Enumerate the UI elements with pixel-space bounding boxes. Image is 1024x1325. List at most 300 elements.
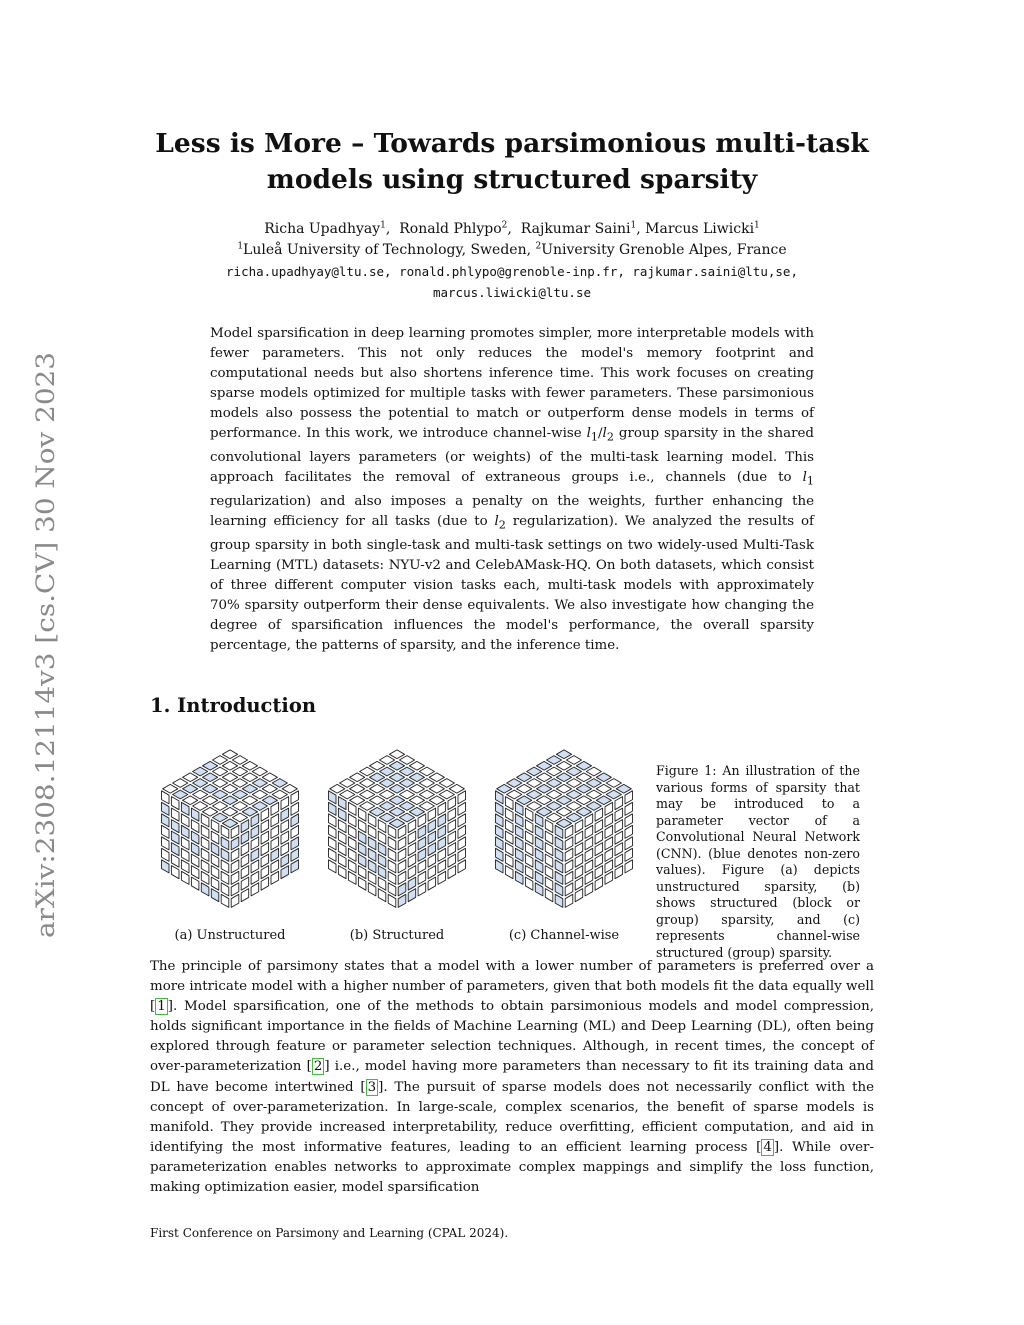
parameter-cell-top	[586, 767, 601, 776]
parameter-cell-top	[350, 773, 365, 782]
parameter-cell-side	[585, 871, 593, 884]
parameter-cell-top	[566, 813, 581, 822]
parameter-cell-top	[616, 784, 631, 793]
parameter-cell-front	[181, 837, 189, 850]
parameter-cell-side	[458, 802, 466, 815]
parameter-cell-front	[211, 889, 219, 902]
parameter-cell-front	[211, 843, 219, 856]
parameter-cell-top	[272, 790, 287, 799]
parameter-cell-front	[358, 820, 366, 833]
parameter-cell-top	[222, 807, 237, 816]
parameter-cell-front	[329, 802, 337, 815]
parameter-cell-side	[565, 825, 573, 838]
parameter-cell-side	[231, 894, 239, 907]
parameter-cell-side	[458, 837, 466, 850]
parameter-cell-top	[222, 750, 237, 759]
parameter-cell-top	[399, 813, 414, 822]
parameter-cell-front	[329, 814, 337, 827]
parameter-cell-side	[448, 797, 456, 810]
parameter-cell-top	[242, 796, 257, 805]
parameter-cell-side	[261, 843, 269, 856]
parameter-cell-front	[211, 854, 219, 867]
parameter-cell-side	[428, 843, 436, 856]
parameter-cell-side	[575, 831, 583, 844]
parameter-cell-top	[449, 784, 464, 793]
parameter-cell-top	[252, 767, 267, 776]
parameter-cell-top	[419, 790, 434, 799]
parameter-cell-side	[261, 820, 269, 833]
parameter-cell-top	[537, 761, 552, 770]
parameter-cell-front	[162, 802, 170, 815]
figure-1-caption: Figure 1: An illustration of the various forms of sparsity that may be introduced to a parameter vector of a Convolutional Neural Network (CNN). (blue denotes non-zero values). Figure (a) depicts unstructured sparsity, (b) shows structured (block or group) sparsity, and (c) represents channel-wise structured (group) sparsity.	[656, 763, 860, 960]
parameter-cell-side	[418, 883, 426, 896]
parameter-cell-side	[585, 860, 593, 873]
parameter-cell-top	[409, 773, 424, 782]
author-3: Rajkumar Saini	[520, 221, 631, 237]
parameter-cell-front	[338, 843, 346, 856]
parameter-cell-front	[181, 802, 189, 815]
parameter-cell-side	[261, 831, 269, 844]
body-text-segment: ]. Model sparsification, one of the methods to obtain parsimonious models and model compression, holds significant importance in the fields of Machine Learning (ML) and Deep Learning (DL), often being explored through feature or parameter selection techniques. Although, in recent times, the concept of over-parameterization [	[150, 999, 874, 1075]
parameter-cell-top	[537, 807, 552, 816]
parameter-cell-front	[211, 866, 219, 879]
parameter-cell-side	[418, 825, 426, 838]
author-block	[150, 219, 874, 303]
parameter-cell-top	[282, 784, 297, 793]
parameter-cell-front	[162, 791, 170, 804]
parameter-cell-side	[291, 825, 299, 838]
parameter-cell-top	[213, 790, 228, 799]
parameter-cell-side	[615, 808, 623, 821]
parameter-cell-top	[566, 790, 581, 799]
parameter-cell-top	[566, 779, 581, 788]
parameter-cell-side	[398, 871, 406, 884]
parameter-cell-top	[547, 767, 562, 776]
parameter-cell-front	[338, 866, 346, 879]
parameter-cell-front	[555, 848, 563, 861]
parameter-cell-front	[505, 831, 513, 844]
subcaption-channel-wise: (c) Channel-wise	[508, 928, 620, 943]
parameter-cell-side	[585, 848, 593, 861]
parameter-cell-front	[171, 843, 179, 856]
parameter-cell-front	[329, 791, 337, 804]
parameter-cell-front	[221, 848, 229, 861]
parameter-cell-side	[241, 831, 249, 844]
parameter-cell-side	[261, 866, 269, 879]
parameter-cell-side	[575, 820, 583, 833]
parameter-cell-top	[350, 784, 365, 793]
parameter-cell-front	[496, 802, 504, 815]
parameter-cell-top	[547, 802, 562, 811]
parameter-cell-side	[291, 814, 299, 827]
parameter-cell-side	[261, 808, 269, 821]
parameter-cell-top	[547, 756, 562, 765]
parameter-cell-top	[203, 773, 218, 782]
parameter-cell-top	[222, 784, 237, 793]
parameter-cell-side	[565, 871, 573, 884]
parameter-cell-front	[348, 848, 356, 861]
author-emails-2[interactable]: marcus.liwicki@ltu.se	[432, 285, 592, 300]
parameter-cell-top	[517, 773, 532, 782]
parameter-cell-side	[398, 894, 406, 907]
parameter-cell-front	[211, 820, 219, 833]
parameter-cell-top	[389, 761, 404, 770]
parameter-cell-top	[556, 784, 571, 793]
parameter-cell-top	[527, 779, 542, 788]
parameter-cell-top	[183, 796, 198, 805]
parameter-cell-side	[585, 825, 593, 838]
parameter-cell-top	[566, 767, 581, 776]
parameter-cell-top	[380, 756, 395, 765]
parameter-cell-front	[358, 808, 366, 821]
parameter-cell-side	[408, 877, 416, 890]
parameter-cell-side	[458, 814, 466, 827]
parameter-cell-top	[389, 796, 404, 805]
parameter-cell-side	[595, 877, 603, 890]
parameter-cell-top	[596, 773, 611, 782]
parameter-cell-side	[448, 808, 456, 821]
parameter-cell-side	[595, 820, 603, 833]
parameter-cell-side	[271, 860, 279, 873]
parameter-cell-front	[545, 854, 553, 867]
parameter-cell-top	[380, 790, 395, 799]
parameter-cell-top	[232, 767, 247, 776]
parameter-cell-front	[545, 820, 553, 833]
parameter-cell-top	[429, 773, 444, 782]
parameter-cell-side	[261, 877, 269, 890]
parameter-cell-front	[545, 889, 553, 902]
parameter-cell-top	[222, 796, 237, 805]
parameter-cell-top	[586, 779, 601, 788]
parameter-cell-top	[193, 767, 208, 776]
parameter-cell-side	[448, 831, 456, 844]
author-names: Richa Upadhyay$^1$, Ronald Phlypo$^2$, Rajkumar Saini$^1$, Marcus Liwicki$^1$	[264, 220, 760, 237]
parameter-cell-side	[625, 825, 633, 838]
parameter-cell-side	[615, 820, 623, 833]
parameter-cell-side	[271, 814, 279, 827]
parameter-cell-front	[171, 866, 179, 879]
parameter-cell-front	[368, 860, 376, 873]
parameter-cell-front	[171, 831, 179, 844]
parameter-cell-top	[203, 807, 218, 816]
parameter-cell-side	[271, 848, 279, 861]
parameter-cell-side	[428, 866, 436, 879]
parameter-cell-side	[595, 831, 603, 844]
parameter-cell-side	[595, 843, 603, 856]
parameter-cell-top	[370, 807, 385, 816]
parameter-cell-top	[517, 796, 532, 805]
parameter-cell-side	[291, 860, 299, 873]
parameter-cell-top	[213, 779, 228, 788]
parameter-cell-front	[221, 860, 229, 873]
parameter-cell-side	[458, 825, 466, 838]
parameter-cell-side	[231, 871, 239, 884]
author-4: Marcus Liwicki	[645, 221, 755, 237]
parameter-cell-side	[438, 871, 446, 884]
parameter-cell-front	[201, 837, 209, 850]
parameter-cell-front	[329, 848, 337, 861]
parameter-cell-top	[389, 784, 404, 793]
parameter-cell-front	[358, 843, 366, 856]
parameter-cell-side	[625, 848, 633, 861]
parameter-cell-side	[241, 889, 249, 902]
parameter-cell-front	[525, 843, 533, 856]
parameter-cell-top	[419, 767, 434, 776]
parameter-cell-front	[378, 877, 386, 890]
parameter-cell-front	[535, 814, 543, 827]
parameter-cell-top	[252, 779, 267, 788]
parameter-cell-side	[241, 866, 249, 879]
parameter-cell-front	[181, 825, 189, 838]
parameter-cell-side	[418, 837, 426, 850]
parameter-cell-top	[213, 767, 228, 776]
parameter-cell-front	[515, 814, 523, 827]
parameter-cell-side	[565, 848, 573, 861]
parameter-cell-front	[162, 837, 170, 850]
parameter-cell-top	[370, 773, 385, 782]
parameter-cell-front	[515, 825, 523, 838]
parameter-cell-top	[556, 773, 571, 782]
parameter-cell-front	[162, 848, 170, 861]
parameter-cell-top	[232, 802, 247, 811]
parameter-cell-top	[537, 796, 552, 805]
parameter-cell-side	[241, 843, 249, 856]
parameter-cell-front	[201, 814, 209, 827]
parameter-cell-side	[605, 814, 613, 827]
parameter-cell-top	[380, 767, 395, 776]
parameter-cell-side	[251, 860, 259, 873]
parameter-cell-top	[507, 790, 522, 799]
parameter-cell-top	[380, 779, 395, 788]
parameter-cell-top	[389, 750, 404, 759]
parameter-cell-front	[535, 848, 543, 861]
parameter-cell-front	[388, 837, 396, 850]
parameter-cell-side	[585, 883, 593, 896]
parameter-cell-side	[438, 814, 446, 827]
parameter-cell-front	[515, 860, 523, 873]
parameter-cell-side	[428, 877, 436, 890]
parameter-cell-front	[221, 871, 229, 884]
arxiv-identifier: arXiv:2308.12114v3 [cs.CV] 30 Nov 2023	[31, 401, 61, 938]
parameter-cell-top	[439, 779, 454, 788]
parameter-cell-side	[281, 843, 289, 856]
parameter-cell-side	[625, 802, 633, 815]
parameter-cell-top	[566, 756, 581, 765]
parameter-cell-top	[586, 802, 601, 811]
parameter-cell-front	[171, 820, 179, 833]
parameter-cell-front	[201, 871, 209, 884]
parameter-cell-side	[281, 866, 289, 879]
parameter-cell-front	[496, 791, 504, 804]
parameter-cell-side	[615, 866, 623, 879]
parameter-cell-top	[527, 790, 542, 799]
parameter-cell-side	[291, 791, 299, 804]
parameter-cell-front	[191, 808, 199, 821]
parameter-cell-top	[547, 813, 562, 822]
parameter-cell-front	[181, 814, 189, 827]
parameter-cell-front	[191, 854, 199, 867]
parameter-cell-front	[162, 860, 170, 873]
parameter-cell-top	[370, 796, 385, 805]
parameter-cell-top	[556, 796, 571, 805]
parameter-cell-top	[232, 813, 247, 822]
parameter-cell-side	[625, 860, 633, 873]
parameter-cell-top	[399, 756, 414, 765]
parameter-cell-top	[360, 767, 375, 776]
parameter-cell-side	[565, 894, 573, 907]
parameter-cell-front	[525, 877, 533, 890]
parameter-cell-front	[338, 808, 346, 821]
body-text-segment: ]. The pursuit of sparse models does not necessarily conflict with the concept of over-parameterization. In large-scale, complex scenarios, the benefit of sparse models is manifold. They provide increased interpretability, reduce overfitting, efficient computation, and aid in identifying the most informative features, leading to an efficient learning process [	[150, 1079, 874, 1155]
parameter-cell-top	[576, 807, 591, 816]
parameter-cell-top	[222, 819, 237, 828]
parameter-cell-top	[173, 790, 188, 799]
parameter-cell-front	[348, 814, 356, 827]
parameter-cell-side	[281, 854, 289, 867]
parameter-cell-front	[221, 883, 229, 896]
parameter-cell-front	[515, 837, 523, 850]
parameter-cell-side	[241, 854, 249, 867]
parameter-cell-side	[251, 837, 259, 850]
parameter-cell-side	[448, 843, 456, 856]
title-line-1: Less is More – Towards parsimonious multi-task	[155, 128, 869, 159]
parameter-cell-side	[251, 825, 259, 838]
parameter-cell-front	[348, 802, 356, 815]
parameter-cell-front	[535, 871, 543, 884]
parameter-cell-side	[281, 820, 289, 833]
parameter-cell-top	[272, 779, 287, 788]
parameter-cell-side	[575, 866, 583, 879]
parameter-cell-side	[438, 837, 446, 850]
parameter-cell-top	[527, 802, 542, 811]
parameter-cell-top	[389, 819, 404, 828]
parameter-cell-front	[221, 894, 229, 907]
parameter-cell-front	[496, 814, 504, 827]
parameter-cell-top	[193, 802, 208, 811]
parameter-cell-top	[537, 784, 552, 793]
parameter-cell-side	[231, 883, 239, 896]
parameter-cell-side	[625, 837, 633, 850]
parameter-cell-front	[358, 877, 366, 890]
parameter-cell-top	[507, 779, 522, 788]
parameter-cell-side	[408, 843, 416, 856]
parameter-cell-top	[596, 796, 611, 805]
parameter-cell-front	[211, 877, 219, 890]
parameter-cell-side	[458, 848, 466, 861]
parameter-cell-front	[378, 820, 386, 833]
parameter-cell-front	[388, 883, 396, 896]
parameter-cell-front	[358, 831, 366, 844]
parameter-cell-side	[398, 837, 406, 850]
parameter-cell-top	[330, 784, 345, 793]
parameter-cell-side	[231, 860, 239, 873]
parameter-cell-top	[232, 779, 247, 788]
parameter-cell-top	[232, 756, 247, 765]
parameter-cell-top	[409, 784, 424, 793]
parameter-cell-side	[615, 797, 623, 810]
parameter-cell-side	[271, 837, 279, 850]
parameter-cell-front	[555, 883, 563, 896]
parameter-cell-side	[251, 883, 259, 896]
parameter-cell-front	[555, 894, 563, 907]
parameter-cell-side	[398, 883, 406, 896]
parameter-cell-side	[398, 825, 406, 838]
author-emails-1[interactable]: richa.upadhyay@ltu.se, ronald.phlypo@grenoble-inp.fr, rajkumar.saini@ltu,se,	[226, 264, 798, 279]
parameter-cell-side	[605, 848, 613, 861]
citation-link-2[interactable]: 2	[313, 1059, 323, 1075]
parameter-cell-front	[181, 871, 189, 884]
parameter-cell-front	[201, 825, 209, 838]
affiliation-1: Luleå University of Technology, Sweden,	[243, 242, 536, 258]
paper-title	[150, 126, 874, 198]
parameter-cell-side	[271, 825, 279, 838]
cube-channel-wise	[484, 741, 644, 933]
parameter-cell-front	[496, 825, 504, 838]
citation-link-1[interactable]: 1	[157, 999, 166, 1015]
parameter-cell-top	[429, 796, 444, 805]
parameter-cell-top	[576, 773, 591, 782]
parameter-cell-front	[348, 871, 356, 884]
citation-link-3[interactable]: 3	[367, 1079, 377, 1095]
parameter-cell-front	[348, 825, 356, 838]
parameter-cell-front	[211, 831, 219, 844]
parameter-cell-front	[496, 860, 504, 873]
parameter-cell-front	[555, 871, 563, 884]
cube-unstructured	[150, 741, 310, 933]
parameter-cell-front	[171, 808, 179, 821]
parameter-cell-front	[338, 854, 346, 867]
parameter-cell-top	[547, 790, 562, 799]
parameter-cell-top	[566, 802, 581, 811]
parameter-cell-front	[545, 866, 553, 879]
parameter-cell-front	[505, 808, 513, 821]
parameter-cell-front	[505, 854, 513, 867]
parameter-cell-side	[408, 854, 416, 867]
parameter-cell-front	[162, 814, 170, 827]
parameter-cell-side	[625, 814, 633, 827]
parameter-cell-front	[368, 825, 376, 838]
parameter-cell-top	[360, 779, 375, 788]
parameter-cell-side	[261, 854, 269, 867]
parameter-cell-front	[505, 797, 513, 810]
parameter-cell-front	[338, 831, 346, 844]
parameter-cell-side	[575, 854, 583, 867]
parameter-cell-top	[252, 790, 267, 799]
parameter-cell-top	[360, 790, 375, 799]
parameter-cell-top	[213, 813, 228, 822]
affiliations: $^1$Luleå University of Technology, Sweden, $^2$University Grenoble Alpes, France	[237, 241, 787, 258]
parameter-cell-top	[203, 761, 218, 770]
parameter-cell-side	[605, 837, 613, 850]
parameter-cell-top	[399, 767, 414, 776]
parameter-cell-front	[525, 831, 533, 844]
parameter-cell-side	[428, 854, 436, 867]
parameter-cell-top	[586, 790, 601, 799]
parameter-cell-side	[418, 848, 426, 861]
parameter-cell-top	[556, 750, 571, 759]
parameter-cell-side	[625, 791, 633, 804]
parameter-cell-front	[388, 825, 396, 838]
parameter-cell-top	[389, 807, 404, 816]
parameter-cell-front	[505, 843, 513, 856]
parameter-cell-front	[181, 860, 189, 873]
parameter-cell-front	[555, 825, 563, 838]
parameter-cell-top	[389, 773, 404, 782]
parameter-cell-side	[231, 837, 239, 850]
parameter-cell-front	[162, 825, 170, 838]
citation-link-4[interactable]: 4	[763, 1139, 772, 1155]
author-1: Richa Upadhyay	[264, 221, 381, 237]
